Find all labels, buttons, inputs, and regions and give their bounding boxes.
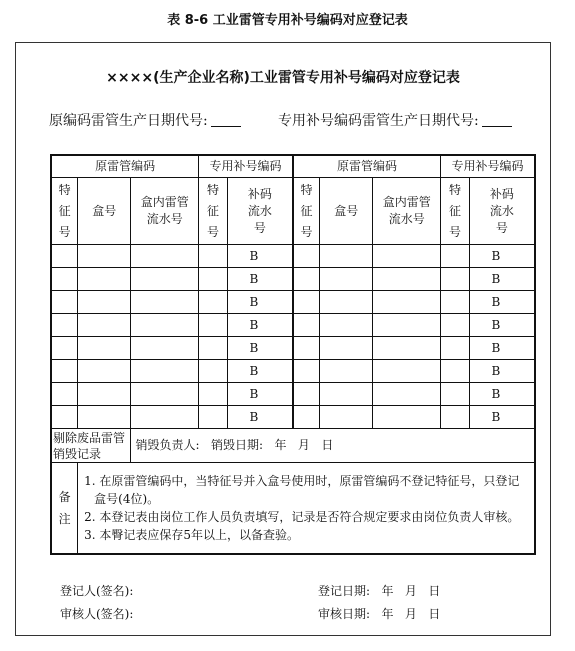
col-box-1: 盒号	[78, 178, 131, 245]
review-date: 审核日期: 年 月 日	[318, 607, 441, 621]
table-cell[interactable]	[293, 268, 320, 291]
table-cell[interactable]	[293, 314, 320, 337]
reviewer-signature: 审核人(签名):	[60, 607, 134, 621]
table-cell[interactable]	[320, 360, 373, 383]
table-cell[interactable]	[320, 406, 373, 429]
table-cell[interactable]	[373, 337, 441, 360]
table-cell[interactable]	[293, 245, 320, 268]
patch-serial-cell[interactable]: B	[227, 268, 293, 291]
patch-serial-cell[interactable]: B	[227, 291, 293, 314]
patch-serial-cell[interactable]: B	[227, 314, 293, 337]
table-cell[interactable]	[78, 291, 131, 314]
table-cell[interactable]	[131, 314, 199, 337]
table-cell[interactable]	[199, 314, 228, 337]
table-cell[interactable]	[78, 383, 131, 406]
table-cell[interactable]	[51, 360, 78, 383]
table-row	[51, 291, 535, 314]
col-feature-3: 特征号	[293, 178, 320, 245]
col-feature-1: 特征号	[51, 178, 78, 245]
original-date-code-blank[interactable]	[211, 114, 241, 127]
table-cell[interactable]	[441, 406, 470, 429]
table-cell[interactable]	[51, 268, 78, 291]
table-cell[interactable]	[441, 268, 470, 291]
table-cell[interactable]	[199, 406, 228, 429]
table-cell[interactable]	[199, 291, 228, 314]
table-cell[interactable]	[131, 268, 199, 291]
notes-label: 备注	[51, 463, 78, 555]
col-patch-2: 补码流水号	[469, 178, 535, 245]
header-special-1: 专用补号编码	[199, 155, 293, 178]
patch-serial-cell[interactable]: B	[469, 337, 535, 360]
table-cell[interactable]	[441, 337, 470, 360]
note-2: 2. 本登记表由岗位工作人员负责填写，记录是否符合规定要求由岗位负责人审核。	[84, 510, 520, 524]
header-special-2: 专用补号编码	[441, 155, 535, 178]
table-cell[interactable]	[373, 245, 441, 268]
table-cell[interactable]	[320, 314, 373, 337]
table-cell[interactable]	[131, 245, 199, 268]
table-cell[interactable]	[293, 337, 320, 360]
table-cell[interactable]	[320, 268, 373, 291]
note-3: 3. 本臀记表应保存5年以上，以备查验。	[84, 528, 300, 542]
header-original-1: 原雷管编码	[51, 155, 199, 178]
table-cell[interactable]	[131, 360, 199, 383]
notes-content	[78, 463, 535, 555]
table-cell[interactable]	[51, 291, 78, 314]
table-cell[interactable]	[199, 337, 228, 360]
table-cell[interactable]	[131, 291, 199, 314]
table-cell[interactable]	[441, 291, 470, 314]
table-cell[interactable]	[51, 406, 78, 429]
disposal-content: 销毁负责人: 销毁日期: 年 月 日	[131, 429, 535, 463]
table-cell[interactable]	[441, 383, 470, 406]
table-cell[interactable]	[293, 383, 320, 406]
table-row	[51, 406, 535, 429]
table-cell[interactable]	[199, 360, 228, 383]
patch-serial-cell[interactable]: B	[227, 406, 293, 429]
table-cell[interactable]	[78, 314, 131, 337]
col-feature-2: 特征号	[199, 178, 228, 245]
register-date: 登记日期: 年 月 日	[318, 584, 441, 598]
table-cell[interactable]	[51, 314, 78, 337]
table-cell[interactable]	[320, 245, 373, 268]
patch-serial-cell[interactable]: B	[469, 360, 535, 383]
special-date-code-blank[interactable]	[482, 114, 512, 127]
disposal-label: 剔除废品雷管销毁记录	[51, 429, 131, 463]
registrar-signature: 登记人(签名):	[60, 584, 134, 598]
register-table	[50, 154, 536, 555]
table-row	[51, 314, 535, 337]
table-cell[interactable]	[131, 406, 199, 429]
table-cell[interactable]	[78, 337, 131, 360]
table-cell[interactable]	[441, 360, 470, 383]
table-cell[interactable]	[51, 337, 78, 360]
patch-serial-cell[interactable]: B	[469, 291, 535, 314]
table-cell[interactable]	[373, 406, 441, 429]
patch-serial-cell[interactable]: B	[227, 360, 293, 383]
table-cell[interactable]	[373, 268, 441, 291]
table-cell[interactable]	[199, 268, 228, 291]
table-caption: 表 8-6 工业雷管专用补号编码对应登记表	[167, 13, 408, 28]
note-1: 1. 在原雷管编码中，当特征号并入盒号使用时，原雷管编码不登记特征号，只登记盒号(4位)。	[84, 474, 520, 506]
special-date-code	[278, 110, 512, 130]
patch-serial-cell[interactable]: B	[469, 268, 535, 291]
table-cell[interactable]	[131, 383, 199, 406]
table-cell[interactable]	[78, 268, 131, 291]
table-cell[interactable]	[51, 245, 78, 268]
table-cell[interactable]	[373, 360, 441, 383]
table-row	[51, 268, 535, 291]
special-date-code-label: 专用补号编码雷管生产日期代号:	[278, 113, 479, 129]
patch-serial-cell[interactable]: B	[227, 383, 293, 406]
table-row	[51, 383, 535, 406]
table-cell[interactable]	[293, 360, 320, 383]
table-row	[51, 360, 535, 383]
table-cell[interactable]	[199, 383, 228, 406]
original-date-code	[49, 110, 241, 130]
table-cell[interactable]	[293, 406, 320, 429]
form-title: ××××(生产企业名称)工业雷管专用补号编码对应登记表	[106, 70, 460, 86]
table-cell[interactable]	[293, 291, 320, 314]
table-cell[interactable]	[320, 337, 373, 360]
col-box-2: 盒号	[320, 178, 373, 245]
patch-serial-cell[interactable]: B	[227, 245, 293, 268]
form-frame	[15, 42, 551, 636]
patch-serial-cell[interactable]: B	[469, 383, 535, 406]
table-row	[51, 245, 535, 268]
table-cell[interactable]	[373, 291, 441, 314]
col-serial-2: 盒内雷管流水号	[373, 178, 441, 245]
table-cell[interactable]	[441, 245, 470, 268]
table-cell[interactable]	[441, 314, 470, 337]
table-cell[interactable]	[373, 383, 441, 406]
table-cell[interactable]	[78, 406, 131, 429]
table-cell[interactable]	[320, 383, 373, 406]
header-original-2: 原雷管编码	[293, 155, 441, 178]
col-patch-1: 补码流水号	[227, 178, 293, 245]
col-feature-4: 特征号	[441, 178, 470, 245]
patch-serial-cell[interactable]: B	[469, 406, 535, 429]
table-cell[interactable]	[78, 245, 131, 268]
original-date-code-label: 原编码雷管生产日期代号:	[49, 113, 208, 129]
table-row	[51, 337, 535, 360]
table-cell[interactable]	[131, 337, 199, 360]
patch-serial-cell[interactable]: B	[227, 337, 293, 360]
table-cell[interactable]	[199, 245, 228, 268]
table-cell[interactable]	[320, 291, 373, 314]
table-cell[interactable]	[373, 314, 441, 337]
table-cell[interactable]	[51, 383, 78, 406]
table-cell[interactable]	[78, 360, 131, 383]
patch-serial-cell[interactable]: B	[469, 314, 535, 337]
col-serial-1: 盒内雷管流水号	[131, 178, 199, 245]
patch-serial-cell[interactable]: B	[469, 245, 535, 268]
